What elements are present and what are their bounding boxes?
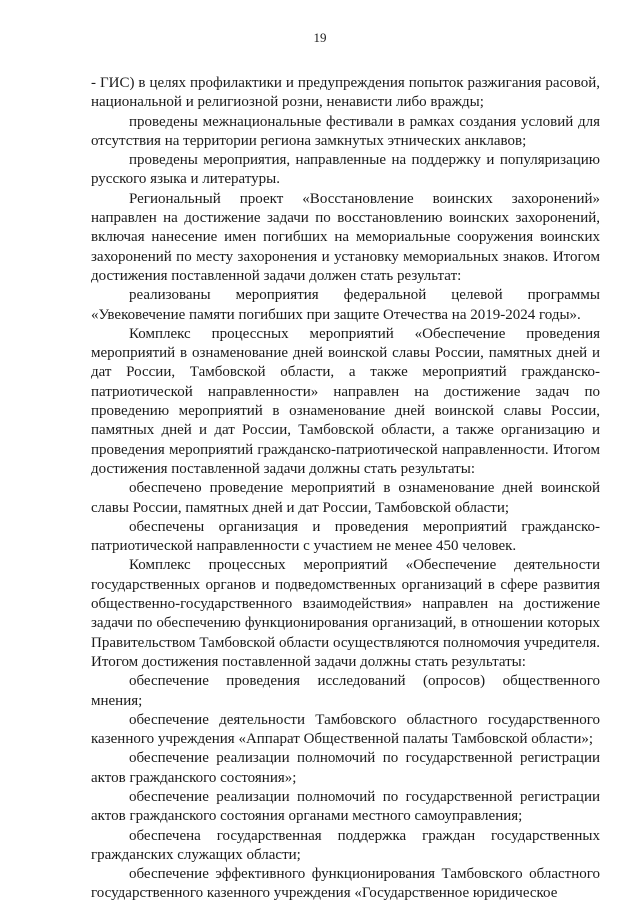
- paragraph: Комплекс процессных мероприятий «Обеспечение проведения мероприятий в ознаменование дней воинской славы России, памятных дней и дат России, Тамбовской области, а также мероприятий гражданско-патриотической направленности» направлен на достижение задач по проведению мероприятий в ознаменование дней воинской славы России, памятных дней и дат России, Тамбовской области, а также организацию и проведения мероприятий гражданско-патриотической направленности. Итогом достижения поставленной задачи должны стать результаты:: [91, 325, 600, 477]
- paragraph: обеспечены организация и проведения мероприятий гражданско-патриотической направленности с участием не менее 450 человек.: [91, 518, 600, 555]
- paragraph: проведены межнациональные фестивали в рамках создания условий для отсутствия на территории региона замкнутых этнических анклавов;: [91, 113, 600, 149]
- paragraph: обеспечение реализации полномочий по государственной регистрации актов гражданского состояния органами местного самоуправления;: [91, 788, 600, 825]
- document-body: [91, 74, 600, 904]
- paragraph: обеспечение деятельности Тамбовского областного государственного казенного учреждения «Аппарат Общественной палаты Тамбовской области»;: [91, 711, 600, 748]
- paragraph: обеспечено проведение мероприятий в ознаменование дней воинской славы России, памятных дней и дат России, Тамбовской области;: [91, 480, 600, 516]
- paragraph: обеспечение проведения исследований (опросов) общественного мнения;: [91, 673, 600, 709]
- paragraph: обеспечение реализации полномочий по государственной регистрации актов гражданского состояния»;: [91, 750, 600, 786]
- paragraph: проведены мероприятия, направленные на поддержку и популяризацию русского языка и литературы.: [91, 152, 600, 188]
- paragraph: Региональный проект «Восстановление воинских захоронений» направлен на достижение задачи по восстановлению воинских захоронений, включая нанесение имен погибших на мемориальные сооружения воинских захоронений по месту захоронения и установку мемориальных знаков. Итогом достижения поставленной задачи должен стать результат:: [91, 190, 600, 284]
- paragraph: - ГИС) в целях профилактики и предупреждения попыток разжигания расовой, национальной и религиозной розни, ненависти либо вражды;: [91, 75, 600, 111]
- page-number: 19: [313, 30, 327, 45]
- paragraph: реализованы мероприятия федеральной целевой программы «Увековечение памяти погибших при защите Отечества на 2019-2024 годы».: [91, 287, 600, 323]
- paragraph: Комплекс процессных мероприятий «Обеспечение деятельности государственных органов и подведомственных организаций в сфере развития общественно-государственного взаимодействия» направлен на достижение задачи по обеспечению функционирования организаций, в отношении которых Правительством Тамбовской области осуществляются полномочия учредителя. Итогом достижения поставленной задачи должны стать результаты:: [91, 557, 600, 670]
- paragraph: обеспечение эффективного функционирования Тамбовского областного государственного казенного учреждения «Государственное юридическое: [91, 866, 600, 902]
- paragraph: обеспечена государственная поддержка граждан государственных гражданских служащих области;: [91, 827, 600, 863]
